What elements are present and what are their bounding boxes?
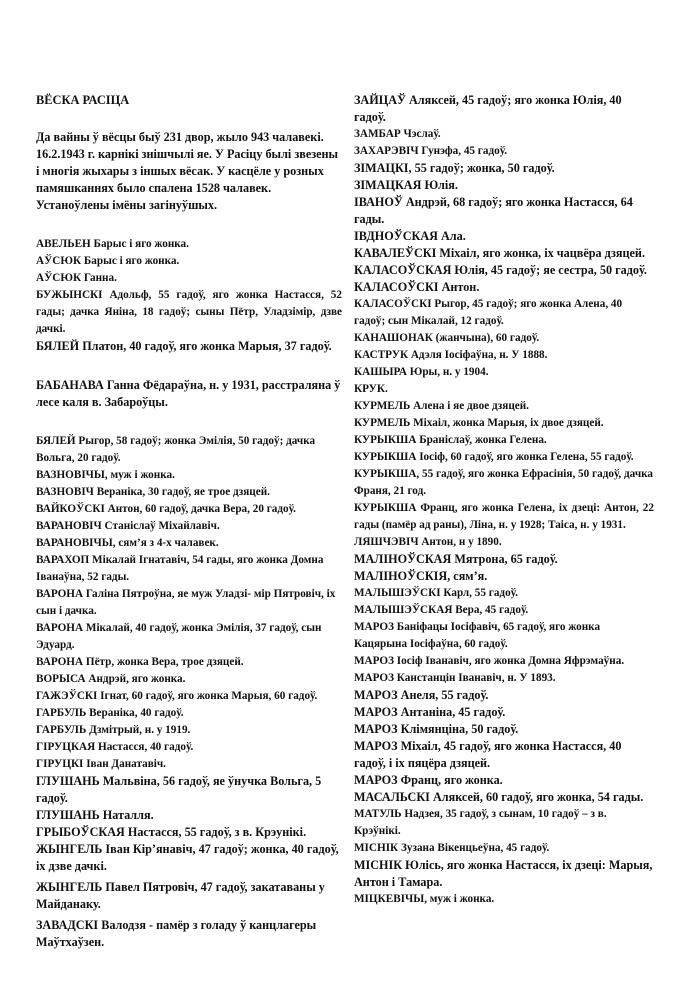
victim-entry: МАРОЗ Баніфацы Іосіфавіч, 65 гадоў, яго жонка Кацярына Іосіфаўна, 60 гадоў. (354, 621, 601, 650)
victim-entry: БУЖЫНСКІ Адольф, 55 гадоў, яго жонка Настасся, 52 гады; дачка Яніна, 18 гадоў; сыны Пётр, Уладзімір, дзве дачкі. (36, 289, 342, 335)
victim-entry: ЗАХАРЭВІЧ Гунэфа, 45 гадоў. (354, 145, 507, 157)
victim-entry: КАСТРУК Адэля Іосіфаўна, н. У 1888. (354, 349, 548, 361)
victim-entry: ЗАМБАР Чэслаў. (354, 128, 441, 140)
victim-entry: МАРОЗ Анеля, 55 гадоў. (354, 688, 489, 702)
victim-entry: АЎСЮК Ганна. (36, 272, 117, 284)
victim-entry: ГІРУЦКАЯ Настасся, 40 гадоў. (36, 741, 194, 753)
victim-entry: МАЛЫШЭЎСКІ Карл, 55 гадоў. (354, 587, 518, 599)
victim-entry: БЯЛЕЙ Платон, 40 гадоў, яго жонка Марыя, 37 гадоў. (36, 339, 332, 353)
victim-entry: КУРЫКША Франц, яго жонка Гелена, іх дзеці: Антон, 22 гады (памёр ад раны), Ліна, н. у 1928; Таіса, н. у 1931. (354, 502, 654, 531)
victim-entry: КАЛАСОЎСКАЯ Юлія, 45 гадоў; яе сестра, 50 гадоў. (354, 263, 647, 277)
victim-entry: МАЛЫШЭЎСКАЯ Вера, 45 гадоў. (354, 604, 529, 616)
victim-entry: АЎСЮК Барыс і яго жонка. (36, 255, 180, 267)
victim-entry: ЛЯШЧЭВІЧ Антон, н у 1890. (354, 536, 502, 548)
victim-entry: БАБАНАВА Ганна Фёдараўна, н. у 1931, расстраляна ў лесе каля в. Забароўцы. (36, 378, 341, 409)
intro-paragraph: Да вайны ў вёсцы быў 231 двор, жыло 943 чалавекі. 16.2.1943 г. карнікі знішчылі яе. У Расіцу былі звезены і многія жыхары з іншых вёсак. У касцёле у розных памяшканнях было спалена 1528 чалавек. Устаноўлены імёны загінуўшых. (36, 130, 339, 212)
victim-entry: МАРОЗ Клімянціна, 50 гадоў. (354, 722, 519, 736)
victim-entry: ВАЗНОВІЧЫ, муж і жонка. (36, 469, 175, 481)
victim-entry: ВАРАНОВІЧ Станіслаў Міхайлавіч. (36, 520, 220, 532)
victim-entry: ВАЗНОВІЧ Веранiка, 30 гадоў, яе трое дзяцей. (36, 486, 270, 498)
victim-entry: ВАРОНА Мікалай, 40 гадоў, жонка Эмілія, 37 гадоў, сын Эдуард. (36, 622, 322, 651)
victim-entry: МІСНІК Зузана Вікенцьеўна, 45 гадоў. (354, 842, 550, 854)
victim-entry: ІВАНОЎ Андрэй, 68 гадоў; яго жонка Настасся, 64 гады. (354, 195, 633, 226)
victim-entry: ВАРАНОВІЧЫ, сям’я з 4-х чалавек. (36, 537, 219, 549)
victim-entry: МАЛІНОЎСКАЯ Мятрона, 65 гадоў. (354, 552, 558, 566)
victim-entry: МАРОЗ Канстанцін Іванавіч, н. У 1893. (354, 672, 556, 684)
village-heading: ВЁСКА РАСІЦА (36, 93, 130, 107)
victim-entry: ВОРЫСА Андрэй, яго жонка. (36, 673, 186, 685)
victim-entry: АВЕЛЬЕН Барыс і яго жонка. (36, 238, 189, 250)
victim-entry: МАРОЗ Антаніна, 45 гадоў. (354, 705, 506, 719)
victim-entry: МІСНІК Юлісь, яго жонка Настасся, іх дзеці: Марыя, Антон і Тамара. (354, 858, 653, 889)
victim-entry: БЯЛЕЙ Рыгор, 58 гадоў; жонка Эмілія, 50 гадоў; дачка Вольга, 20 гадоў. (36, 435, 316, 464)
victim-entry: КУРЫКША, 55 гадоў, яго жонка Ефрасінія, 50 гадоў, дачка Франя, 21 год. (354, 468, 654, 497)
victim-entry: КУРМЕЛЬ Міхаіл, жонка Марыя, іх двое дзяцей. (354, 417, 604, 429)
victim-entry: КАЛАСОЎСКІ Рыгор, 45 гадоў; яго жонка Алена, 40 гадоў; сын Мікалай, 12 гадоў. (354, 298, 623, 327)
victim-entry: МАРОЗ Міхаіл, 45 гадоў, яго жонка Настасся, 40 гадоў, і іх пяцёра дзяцей. (354, 739, 622, 770)
victim-entry: ГЛУШАНЬ Наталля. (36, 808, 154, 822)
victim-entry: ГІРУЦКІ Іван Данатавіч. (36, 758, 166, 770)
victim-entry: ВАРАХОП Мікалай Ігнатавіч, 54 гады, яго жонка Домна Іванаўна, 52 гады. (36, 554, 324, 583)
victim-entry: МІЦКЕВІЧЫ, муж і жонка. (354, 893, 495, 905)
victim-entry: КРУК. (354, 383, 388, 395)
victim-entry: КУРЫКША Браніслаў, жонка Гелена. (354, 434, 547, 446)
victim-entry: МАРОЗ Іосіф Іванавіч, яго жонка Домна Яфрэмаўна. (354, 655, 625, 667)
victim-entry: ЗАВАДСКІ Валодзя - памёр з голаду ў канцлагеры Маўтхаўзен. (36, 918, 317, 949)
victim-entry: ЗІМАЦКАЯ Юлія. (354, 178, 458, 192)
victim-entry: МАЛІНОЎСКІЯ, сям’я. (354, 569, 488, 583)
victim-entry: ГАРБУЛЬ Веранiка, 40 гадоў. (36, 707, 184, 719)
victim-entry: КАЛАСОЎСКІ Антон. (354, 280, 480, 294)
victim-entry: ВАРОНА Пётр, жонка Вера, трое дзяцей. (36, 656, 244, 668)
victim-entry: ГЛУШАНЬ Мальвіна, 56 гадоў, яе ўнучка Вольга, 5 гадоў. (36, 774, 322, 805)
left-column (36, 92, 342, 951)
victim-entry: МАРОЗ Франц, яго жонка. (354, 773, 503, 787)
victim-entry: КАШЫРА Юры, н. у 1904. (354, 366, 489, 378)
victim-entry: ГАРБУЛЬ Дзмітрый, н. у 1919. (36, 724, 191, 736)
victim-entry: КУРМЕЛЬ Алена і яе двое дзяцей. (354, 400, 529, 412)
victim-entry: ВАЙКОЎСКІ Антон, 60 гадоў, дачка Вера, 20 гадоў. (36, 503, 296, 515)
victim-entry: ЖЫНГЕЛЬ Павел Пятровіч, 47 гадоў, закатаваны у Майданаку. (36, 880, 325, 911)
victim-entry: ВАРОНА Галіна Пятроўна, яе муж Уладзі- мір Пятровіч, іх сын і дачка. (36, 588, 336, 617)
victim-entry: КУРЫКША Іосіф, 60 гадоў, яго жонка Гелена, 55 гадоў. (354, 451, 634, 463)
victim-entry: ГРЫБОЎСКАЯ Настасся, 55 гадоў, з в. Крэунікі. (36, 825, 307, 839)
right-column (354, 92, 654, 908)
victim-entry: ЗАЙЦАЎ Аляксей, 45 гадоў; яго жонка Юлія, 40 гадоў. (354, 93, 622, 124)
victim-entry: КАНАШОНАК (жанчына), 60 гадоў. (354, 332, 540, 344)
victim-entry: МАТУЛЬ Надзея, 35 гадоў, з сынам, 10 гадоў – з в. Крэўнікі. (354, 808, 607, 837)
victim-entry: ЖЫНГЕЛЬ Іван Кір’янавіч, 47 гадоў; жонка, 40 гадоў, іх дзве дачкі. (36, 842, 339, 873)
victim-entry: ГАЖЭЎСКІ Ігнат, 60 гадоў, яго жонка Марыя, 60 гадоў. (36, 690, 318, 702)
victim-entry: КАВАЛЕЎСКІ Міхаіл, яго жонка, іх чацвёра дзяцей. (354, 246, 645, 260)
victim-entry: ЗІМАЦКІ, 55 гадоў; жонка, 50 гадоў. (354, 161, 555, 175)
victim-entry: МАСАЛЬСКІ Аляксей, 60 гадоў, яго жонка, 54 гады. (354, 790, 644, 804)
victim-entry: ІВДНОЎСКАЯ Ала. (354, 229, 466, 243)
